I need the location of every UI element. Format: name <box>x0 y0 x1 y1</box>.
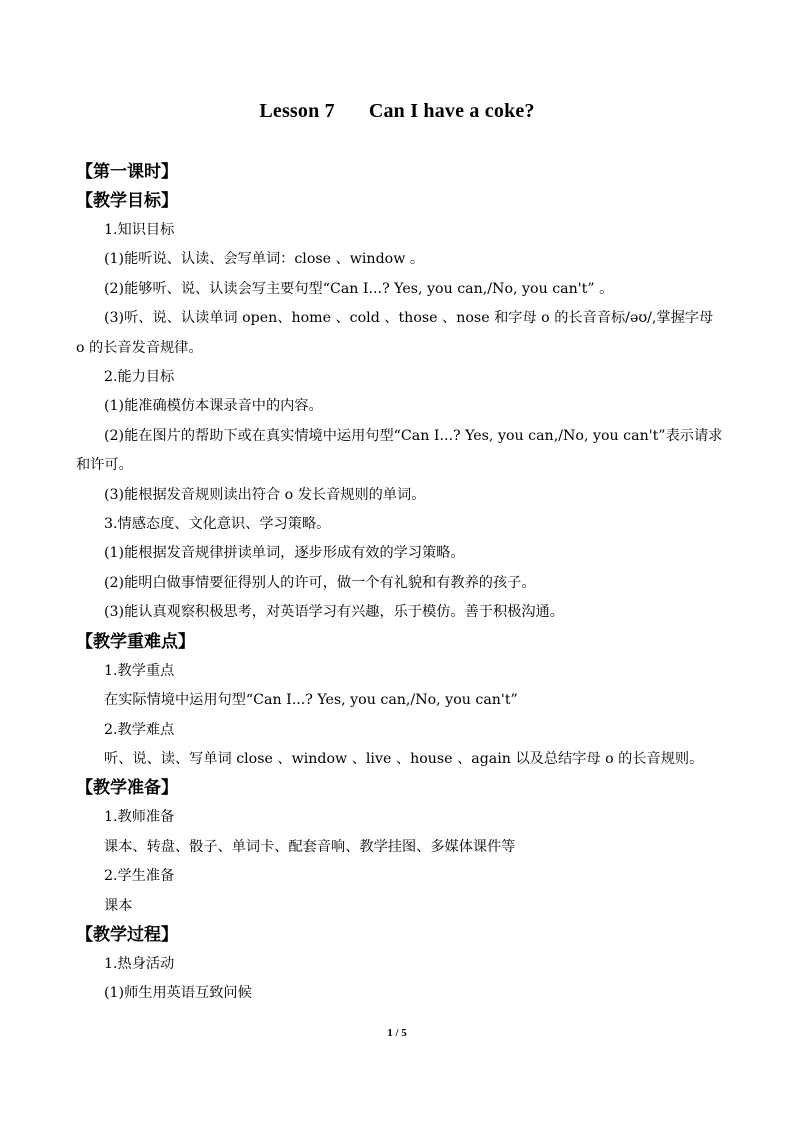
body-paragraph: 1.知识目标 <box>104 222 175 238</box>
page-number: 1 / 5 <box>387 1027 407 1039</box>
body-paragraph: 在实际情境中运用句型“Can I...? Yes, you can,/No, you can't” <box>104 692 518 709</box>
body-paragraph: (1)能准确模仿本课录音中的内容。 <box>104 398 323 415</box>
section-heading: 【第一课时】 <box>76 162 178 182</box>
body-paragraph: (3)能认真观察积极思考，对英语学习有兴趣，乐于模仿。善于积极沟通。 <box>104 604 564 621</box>
body-paragraph: (1)能听说、认读、会写单词：close 、window 。 <box>104 251 425 268</box>
body-paragraph: (2)能够听、说、认读会写主要句型“Can I...? Yes, you can,/No, you can't” 。 <box>104 280 614 297</box>
section-heading: 【教学准备】 <box>76 778 178 799</box>
body-paragraph: (3)听、说、认读单词 open、home 、cold 、those 、nose 和字母 o 的长音音标/əʊ/,掌握字母 o 的长音发音规律。 <box>76 310 714 356</box>
body-paragraph: (1)能根据发音规律拼读单词，逐步形成有效的学习策略。 <box>104 545 465 562</box>
body-paragraph: 2.能力目标 <box>104 369 175 386</box>
body-paragraph: (2)能明白做事情要征得别人的许可，做一个有礼貌和有教养的孩子。 <box>104 574 536 591</box>
body-paragraph: (1)师生用英语互致问候 <box>104 985 252 1002</box>
lesson-name: Can I have a coke? <box>368 100 535 122</box>
body-paragraph: (3)能根据发音规则读出符合 o 发长音规则的单词。 <box>104 486 426 503</box>
body-paragraph: (2)能在图片的帮助下或在真实情境中运用句型“Can I...? Yes, you can,/No, you can't”表示请求和许可。 <box>76 427 723 474</box>
body-paragraph: 1.热身活动 <box>104 955 175 972</box>
document-body <box>76 158 726 1009</box>
body-paragraph: 2.学生准备 <box>104 868 175 885</box>
body-paragraph: 课本、转盘、骰子、单词卡、配套音响、教学挂图、多媒体课件等 <box>104 838 516 855</box>
body-paragraph: 1.教学重点 <box>104 662 175 679</box>
lesson-number: Lesson 7 <box>259 100 335 122</box>
body-paragraph: 2.教学难点 <box>104 721 175 738</box>
body-paragraph: 1.教师准备 <box>104 809 175 826</box>
section-heading: 【教学过程】 <box>76 924 178 945</box>
page-title <box>0 100 794 123</box>
section-heading: 【教学目标】 <box>76 191 178 211</box>
body-paragraph: 3.情感态度、文化意识、学习策略。 <box>104 516 331 533</box>
section-heading: 【教学重难点】 <box>76 631 195 652</box>
body-paragraph: 听、说、读、写单词 close 、window 、live 、house 、again 以及总结字母 o 的长音规则。 <box>104 750 704 767</box>
body-paragraph: 课本 <box>104 897 133 914</box>
